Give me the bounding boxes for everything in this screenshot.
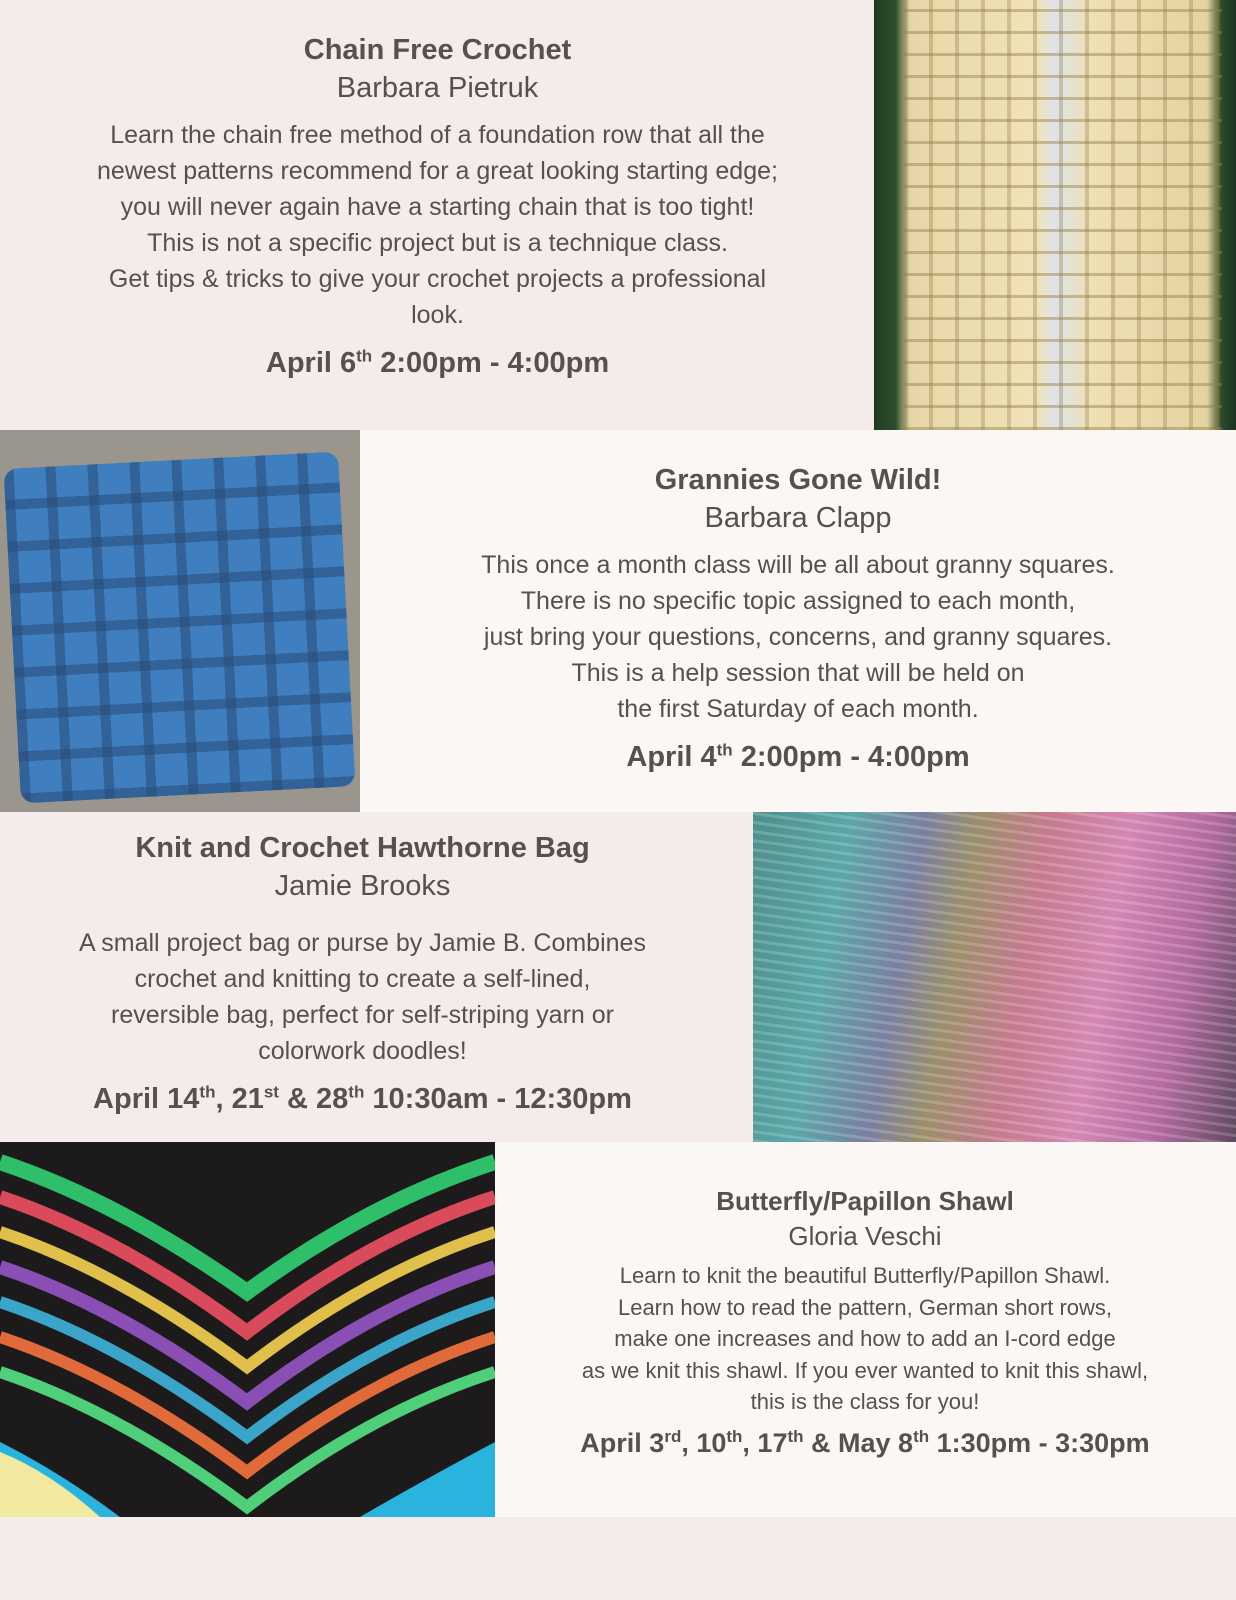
date-suffix: st bbox=[263, 1081, 279, 1101]
class-title: Chain Free Crochet bbox=[303, 34, 572, 66]
schedule-date: , 17 bbox=[742, 1427, 788, 1458]
schedule-date: April 4 bbox=[626, 740, 717, 773]
class-teacher: Barbara Pietruk bbox=[336, 72, 539, 105]
class-schedule bbox=[495, 1428, 1235, 1459]
butterfly-shawl-photo bbox=[0, 1142, 495, 1517]
date-suffix: th bbox=[356, 345, 373, 365]
class-schedule bbox=[10, 347, 865, 380]
date-suffix: th bbox=[199, 1081, 216, 1101]
granny-square-photo bbox=[0, 430, 360, 812]
description-line: This once a month class will be all about granny squares. bbox=[481, 550, 1115, 579]
description-line: This is a help session that will be held on bbox=[571, 658, 1025, 687]
description-line: look. bbox=[411, 300, 464, 329]
description-line: make one increases and how to add an I-cord edge bbox=[614, 1326, 1116, 1351]
class-info-grannies-gone-wild bbox=[365, 462, 1231, 774]
class-schedule bbox=[10, 1083, 715, 1116]
date-suffix: th bbox=[716, 739, 733, 759]
class-info-butterfly-shawl bbox=[495, 1185, 1235, 1459]
description-line: as we knit this shawl. If you ever wanted to knit this shawl, bbox=[581, 1357, 1149, 1383]
class-title: Grannies Gone Wild! bbox=[654, 464, 942, 496]
schedule-date: & 28 bbox=[278, 1082, 349, 1115]
schedule-date: April 3 bbox=[580, 1427, 665, 1458]
page-footer-band bbox=[0, 1517, 1236, 1600]
schedule-time: 1:30pm - 3:30pm bbox=[929, 1427, 1150, 1458]
schedule-date: & May 8 bbox=[803, 1427, 914, 1458]
crochet-vest-photo bbox=[874, 0, 1236, 430]
schedule-time: 10:30am - 12:30pm bbox=[364, 1082, 632, 1115]
description-line: the first Saturday of each month. bbox=[617, 694, 979, 723]
date-suffix: th bbox=[348, 1081, 365, 1101]
class-teacher: Jamie Brooks bbox=[274, 870, 451, 903]
description-line: colorwork doodles! bbox=[258, 1036, 467, 1065]
description-line: this is the class for you! bbox=[750, 1389, 980, 1414]
class-description bbox=[10, 117, 865, 333]
class-description bbox=[365, 547, 1231, 727]
description-line: Learn how to read the pattern, German short rows, bbox=[617, 1294, 1113, 1320]
date-suffix: th bbox=[913, 1426, 930, 1446]
class-teacher: Barbara Clapp bbox=[704, 502, 892, 535]
schedule-date: , 21 bbox=[215, 1082, 264, 1115]
hawthorne-bag-photo bbox=[753, 812, 1236, 1142]
class-teacher: Gloria Veschi bbox=[788, 1220, 942, 1251]
schedule-date: , 10 bbox=[681, 1427, 727, 1458]
description-line: A small project bag or purse by Jamie B. Combines bbox=[79, 928, 646, 957]
description-line: Learn to knit the beautiful Butterfly/Papillon Shawl. bbox=[619, 1263, 1111, 1288]
schedule-date: April 6 bbox=[265, 346, 357, 379]
description-line: newest patterns recommend for a great looking starting edge; bbox=[97, 156, 778, 185]
class-info-hawthorne-bag bbox=[10, 830, 715, 1116]
description-line: crochet and knitting to create a self-lined, bbox=[134, 964, 591, 993]
class-info-chain-free-crochet bbox=[10, 32, 865, 380]
description-line: There is no specific topic assigned to each month, bbox=[520, 586, 1076, 615]
class-description bbox=[10, 925, 715, 1069]
schedule-time: 2:00pm - 4:00pm bbox=[372, 346, 610, 379]
description-line: Learn the chain free method of a foundation row that all the bbox=[110, 120, 765, 149]
class-title: Knit and Crochet Hawthorne Bag bbox=[135, 832, 590, 864]
schedule-time: 2:00pm - 4:00pm bbox=[732, 740, 970, 773]
date-suffix: th bbox=[726, 1426, 743, 1446]
date-suffix: th bbox=[787, 1426, 804, 1446]
class-title: Butterfly/Papillon Shawl bbox=[716, 1186, 1014, 1216]
schedule-date: April 14 bbox=[93, 1082, 200, 1115]
description-line: This is not a specific project but is a technique class. bbox=[147, 228, 728, 257]
class-schedule bbox=[365, 741, 1231, 774]
date-suffix: rd bbox=[664, 1426, 682, 1446]
description-line: Get tips & tricks to give your crochet projects a professional bbox=[108, 264, 767, 293]
description-line: you will never again have a starting chain that is too tight! bbox=[120, 192, 755, 221]
class-description bbox=[495, 1260, 1235, 1418]
description-line: reversible bag, perfect for self-striping yarn or bbox=[111, 1000, 614, 1029]
description-line: just bring your questions, concerns, and granny squares. bbox=[483, 622, 1113, 651]
